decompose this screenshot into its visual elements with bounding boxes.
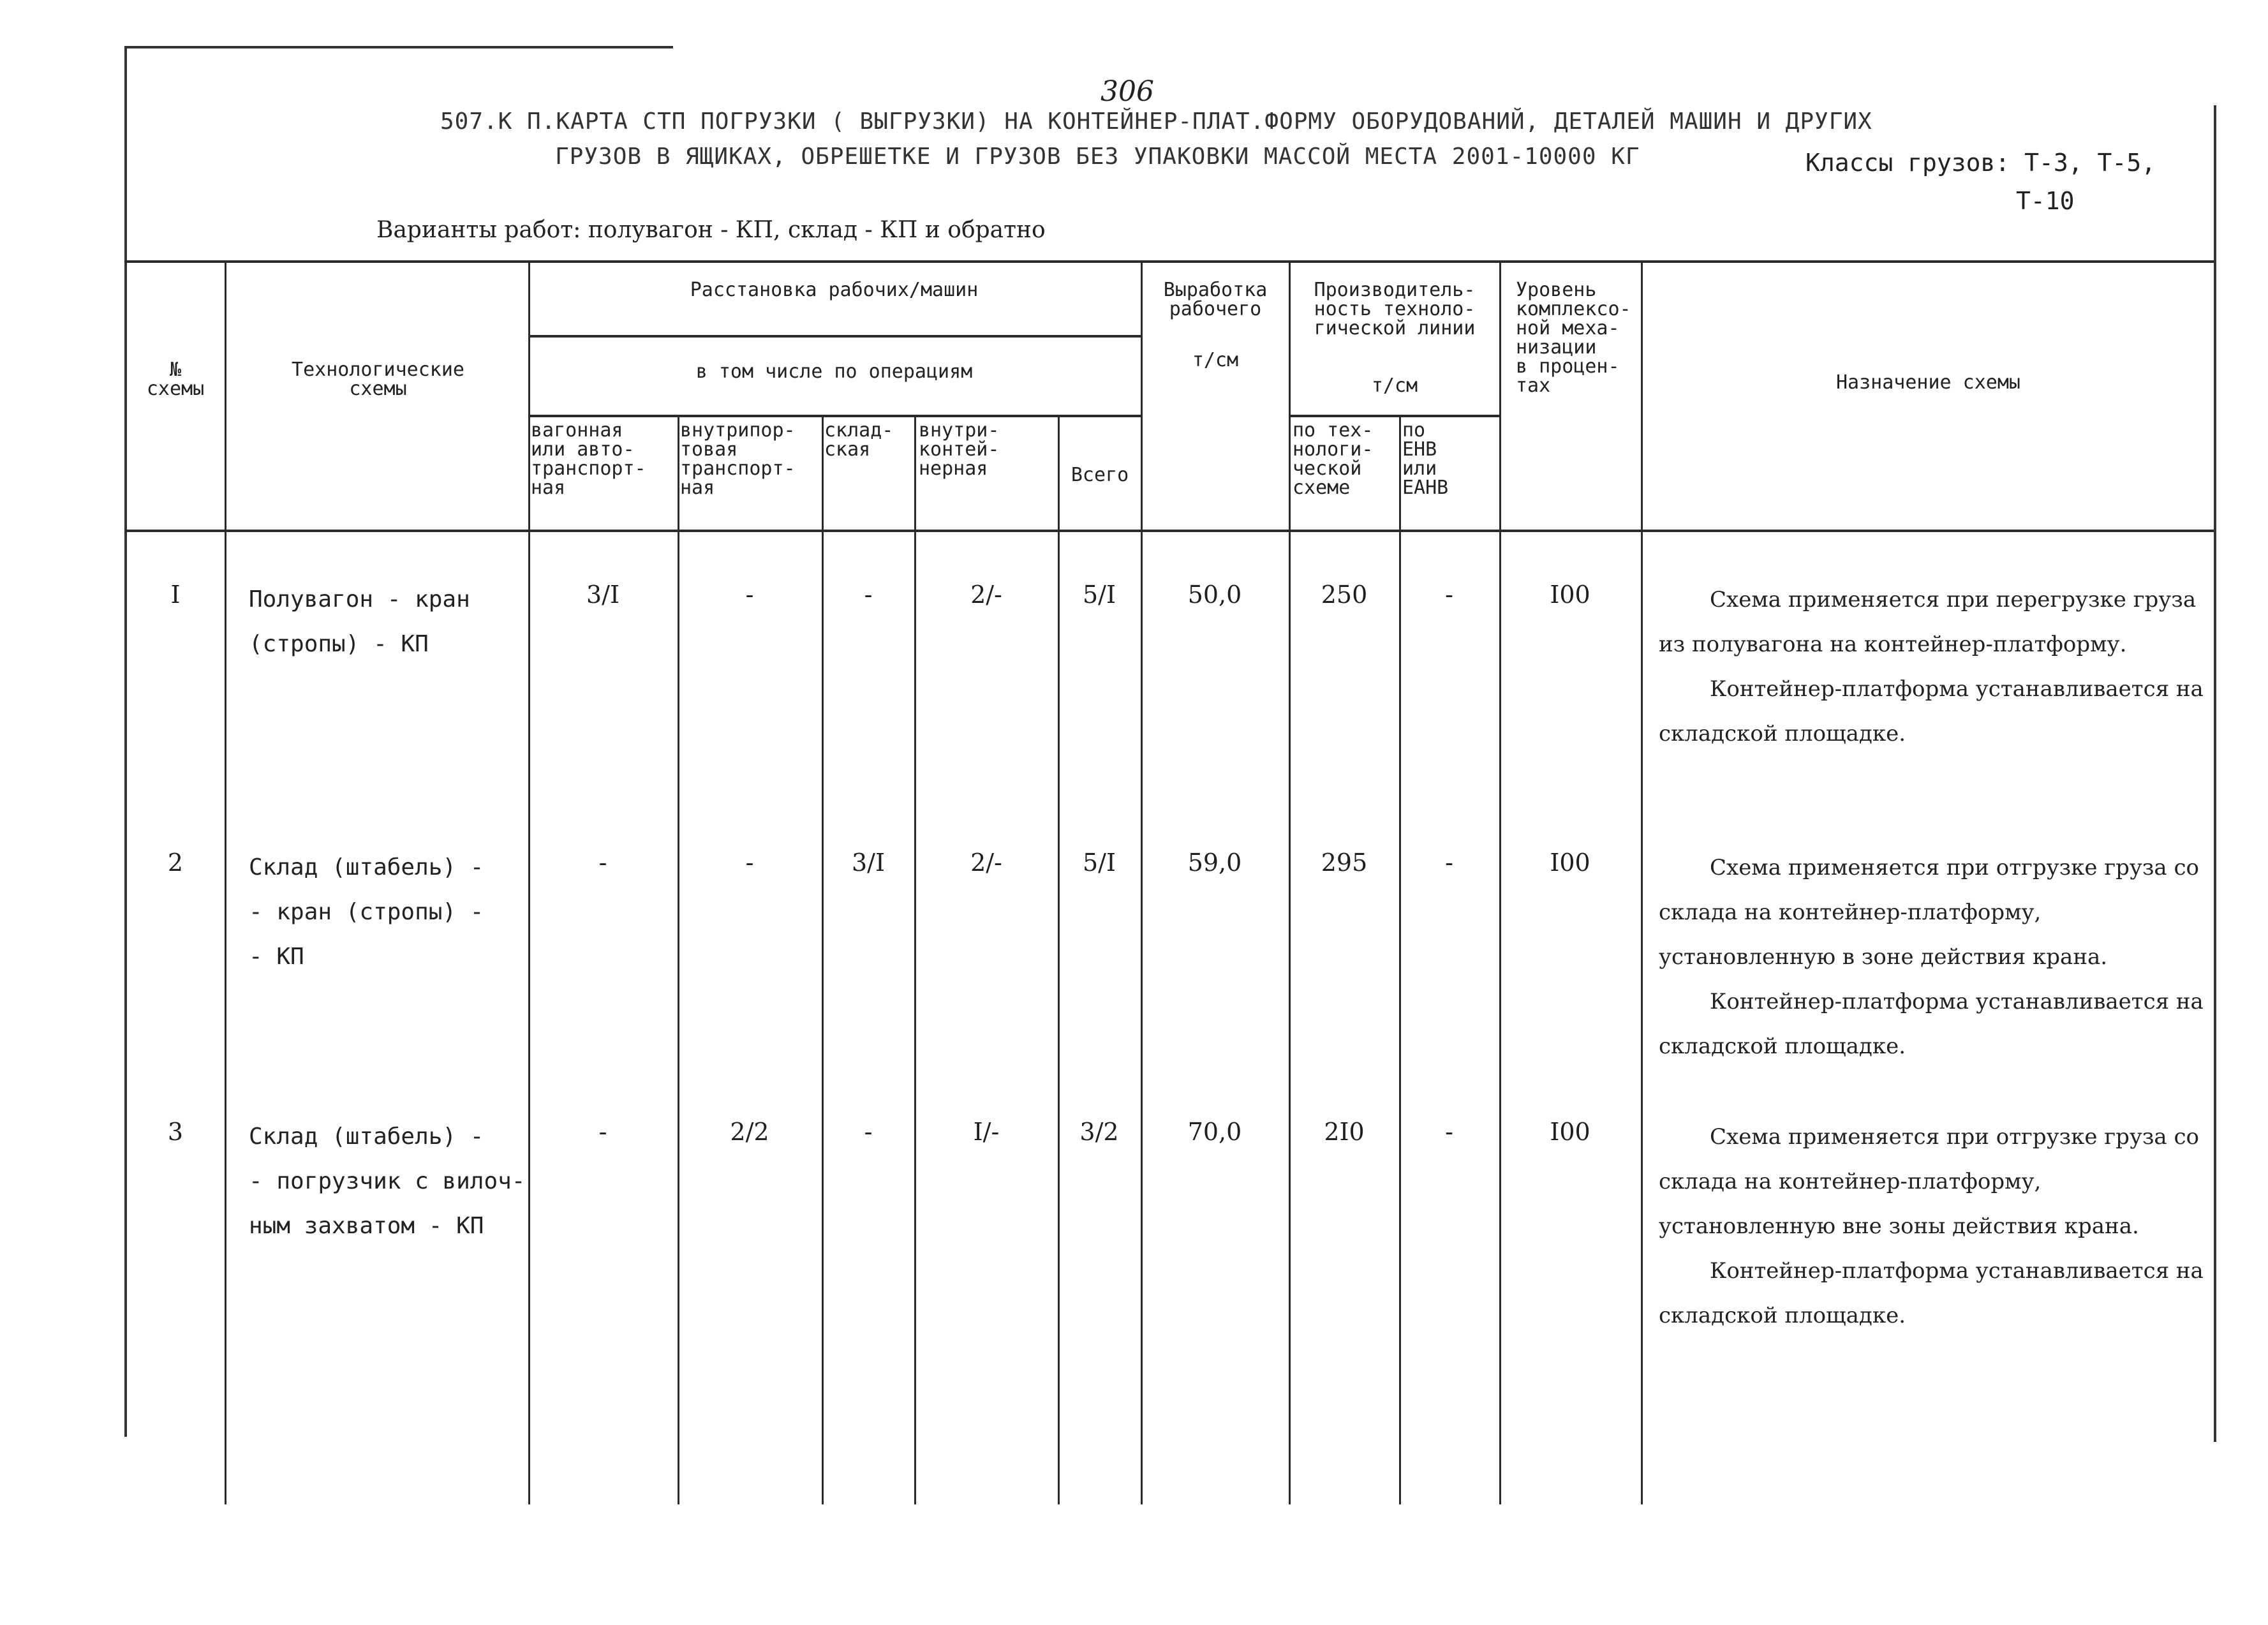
header-productivity-unit: т/см	[1371, 375, 1418, 397]
page-number: 306	[1101, 75, 1154, 108]
cargo-classes-cont: Т-10	[2016, 187, 2075, 215]
header-op-intraport: внутрипор- товая транспорт- ная	[680, 419, 796, 499]
header-by-operations: в том числе по операциям	[695, 360, 973, 383]
scheme-purpose: Схема применяется при перегрузке груза из полувагона на контейнер-платформу. Контейнер-платформа устанавливается на складской площадке.	[1659, 587, 2204, 746]
op-intracontainer-value: 2/-	[970, 581, 1002, 609]
prod-norm-value: -	[1445, 849, 1453, 877]
row-number: I	[170, 581, 181, 609]
header-mechanization: Уровень комплексо- ной меха- низации в процен- тах	[1516, 279, 1631, 397]
prod-scheme-value: 250	[1321, 581, 1368, 609]
op-total-value: 3/2	[1079, 1118, 1119, 1146]
header-prod-by-norm: по ЕНВ или ЕАНВ	[1402, 419, 1449, 499]
op-wagon-value: -	[598, 849, 607, 877]
prod-scheme-value: 295	[1321, 849, 1368, 877]
document-title-line1: 507.К П.КАРТА СТП ПОГРУЗКИ ( ВЫГРУЗКИ) НА КОНТЕЙНЕР-ПЛАТ.ФОРМУ ОБОРУДОВАНИЙ, ДЕТАЛЕЙ МАШИН И ДРУГИХ	[440, 108, 1872, 135]
op-total-value: 5/I	[1083, 581, 1116, 609]
header-op-wagon: вагонная или авто- транспорт- ная	[531, 419, 646, 499]
mechanization-value: I00	[1550, 849, 1590, 877]
scheme-purpose: Схема применяется при отгрузке груза со склада на контейнер-платформу, установленную вне зоны действия крана. Контейнер-платформа устанавливается на складской площадке.	[1659, 1124, 2204, 1328]
mechanization-value: I00	[1550, 581, 1590, 609]
output-value: 70,0	[1187, 1118, 1242, 1146]
cargo-classes-label: Классы грузов: Т-3, Т-5,	[1805, 149, 2156, 177]
op-intraport-value: -	[745, 581, 754, 609]
mechanization-value: I00	[1550, 1118, 1590, 1146]
prod-scheme-value: 2I0	[1324, 1118, 1365, 1146]
op-intraport-value: -	[745, 849, 754, 877]
header-scheme-no: № схемы	[146, 359, 205, 400]
op-wagon-value: -	[598, 1118, 607, 1146]
left-margin-line	[124, 46, 127, 1437]
op-intracontainer-value: I/-	[973, 1118, 1000, 1146]
scan-top-line	[124, 46, 673, 48]
tech-scheme: Полувагон - кран (стропы) - КП	[249, 586, 470, 657]
header-prod-by-scheme: по тех- нологи- ческой схеме	[1293, 419, 1374, 499]
op-intracontainer-value: 2/-	[970, 849, 1002, 877]
work-variants: Варианты работ: полувагон - КП, склад - КП и обратно	[376, 217, 1046, 243]
prod-norm-value: -	[1445, 1118, 1453, 1146]
cargo-classes	[1805, 144, 2156, 220]
op-wagon-value: 3/I	[586, 581, 619, 609]
tech-scheme: Склад (штабель) - - кран (стропы) - - КП	[249, 854, 484, 970]
header-op-warehouse: склад- ская	[824, 419, 894, 461]
output-value: 59,0	[1187, 849, 1242, 877]
op-warehouse-value: -	[864, 1118, 873, 1146]
row-number: 2	[167, 849, 184, 877]
header-productivity: Производитель- ность техноло- гической линии	[1314, 279, 1476, 339]
header-op-total: Всего	[1071, 464, 1129, 486]
op-warehouse-value: -	[864, 581, 873, 609]
row-number: 3	[167, 1118, 184, 1146]
prod-norm-value: -	[1445, 581, 1453, 609]
output-value: 50,0	[1187, 581, 1242, 609]
header-placement: Расстановка рабочих/машин	[690, 279, 979, 301]
op-warehouse-value: 3/I	[852, 849, 885, 877]
header-output-unit: т/см	[1192, 349, 1239, 371]
header-output: Выработка рабочего	[1163, 279, 1268, 320]
op-intraport-value: 2/2	[730, 1118, 769, 1146]
right-margin-line	[2214, 105, 2216, 1442]
header-op-intracontainer: внутри- контей- нерная	[919, 419, 1000, 480]
scheme-purpose: Схема применяется при отгрузке груза со склада на контейнер-платформу, установленную в зоне действия крана. Контейнер-платформа устанавливается на складской площадке.	[1659, 855, 2204, 1059]
header-purpose: Назначение схемы	[1836, 371, 2020, 394]
tech-scheme: Склад (штабель) - - погрузчик с вилоч- ным захватом - КП	[249, 1124, 526, 1239]
op-total-value: 5/I	[1083, 849, 1116, 877]
document-title-line2: ГРУЗОВ В ЯЩИКАХ, ОБРЕШЕТКЕ И ГРУЗОВ БЕЗ УПАКОВКИ МАССОЙ МЕСТА 2001-10000 КГ	[555, 144, 1640, 170]
header-tech-schemes: Технологические схемы	[292, 359, 464, 400]
